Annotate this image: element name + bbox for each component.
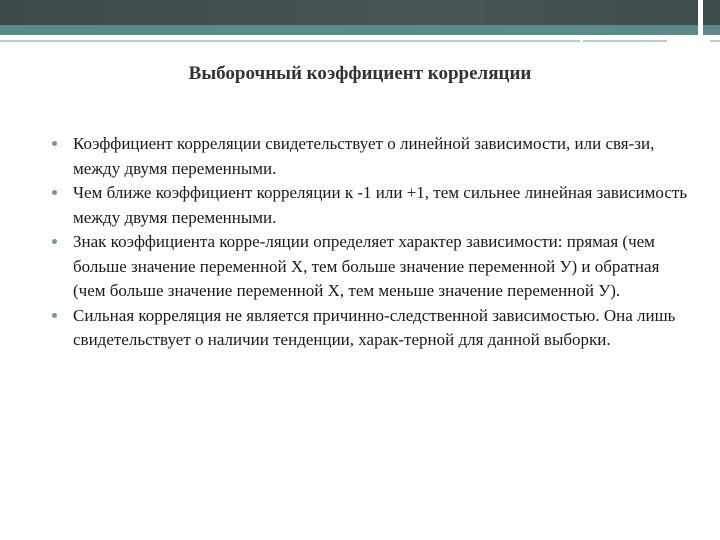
header-band-teal-right [703,25,720,35]
bullet-dot-icon [52,141,57,146]
bullet-item [52,230,692,304]
bullet-dot-icon [52,313,57,318]
bullet-dot-icon [52,190,57,195]
header-band-dark [0,0,720,25]
accent-line-right [583,40,667,42]
accent-line-far-right [710,40,720,42]
bullet-item [52,132,692,181]
header-band-teal [0,25,698,35]
bullet-item [52,181,692,230]
slide-title: Выборочный коэффициент корреляции [188,63,532,84]
bullet-item [52,304,692,353]
header-band-gap [698,0,703,35]
bullet-text: Сильная корреляция не является причинно-следственной зависимостью. Она лишь свидетельствует о наличии тенденции, харак-терной для данной выборки. [73,305,676,349]
bullet-list [52,132,692,353]
bullet-text: Чем ближе коэффициент корреляции к -1 или +1, тем сильнее линейная зависимость между двумя переменными. [73,183,688,227]
bullet-dot-icon [52,239,57,244]
bullet-text: Знак коэффициента корре-ляции определяет характер зависимости: прямая (чем больше значение переменной X, тем больше значение переменной У) и обратная (чем больше значение переменной X, тем меньше значение переменной У). [73,232,660,300]
bullet-text: Коэффициент корреляции свидетельствует о линейной зависимости, или свя-зи, между двумя переменными. [73,134,655,178]
accent-line-left [0,40,580,42]
